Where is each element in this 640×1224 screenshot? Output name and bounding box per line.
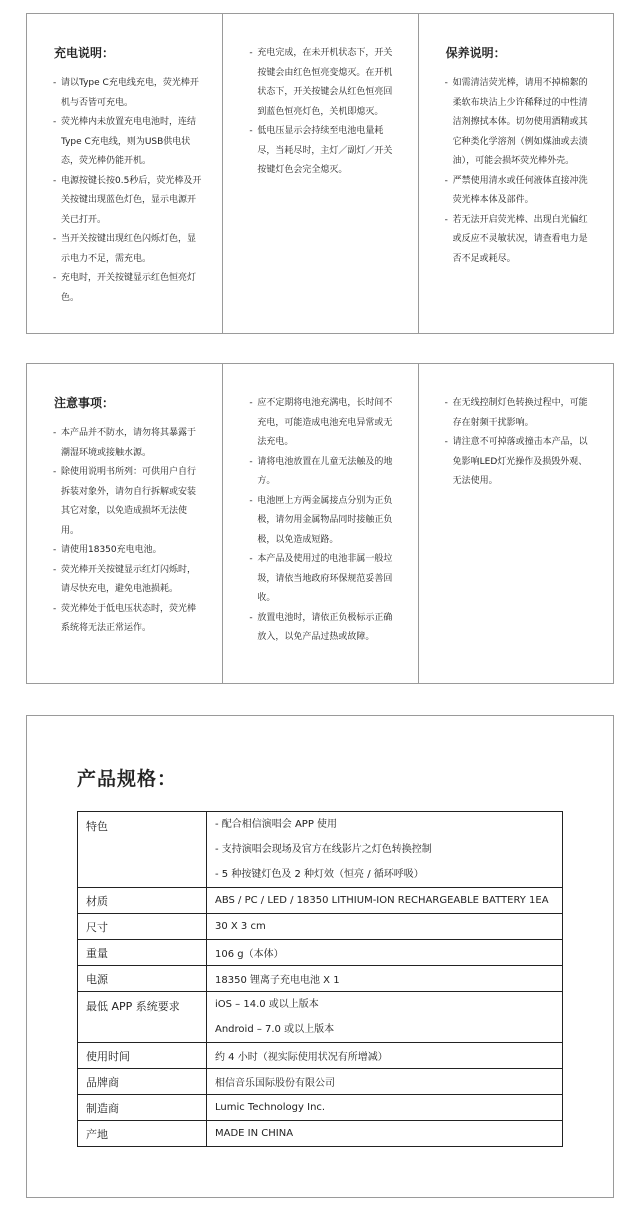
- feature-line: - 支持演唱会现场及官方在线影片之灯色转换控制: [215, 844, 432, 855]
- table-row: [78, 966, 563, 992]
- table-row: [78, 888, 563, 914]
- spec-key: 重量: [78, 940, 207, 966]
- table-row: [78, 1043, 563, 1069]
- charging-column-2: [222, 14, 417, 333]
- spec-value: [207, 812, 563, 888]
- spec-value: Lumic Technology Inc.: [207, 1095, 563, 1121]
- spec-key: 制造商: [78, 1095, 207, 1121]
- list-item: - 电源按键长按0.5秒后，荧光棒及开关按键出现蓝色灯色，显示电源开关已打开。: [53, 172, 204, 231]
- charging-list-2: [249, 44, 399, 181]
- spec-key: 电源: [78, 966, 207, 992]
- spec-value: 18350 锂离子充电电池 X 1: [207, 966, 563, 992]
- notes-title: 注意事项：: [54, 396, 115, 410]
- list-item: - 本产品及使用过的电池非属一般垃圾，请依当地政府环保规范妥善回收。: [249, 550, 399, 609]
- list-item: - 当开关按键出现红色闪烁灯色，显示电力不足，需充电。: [53, 230, 204, 269]
- spec-value: 相信音乐国际股份有限公司: [207, 1069, 563, 1095]
- app-android-line: Android – 7.0 或以上版本: [215, 1024, 335, 1035]
- list-item: - 请注意不可掉落或撞击本产品，以免影响LED灯光操作及损毁外观、无法使用。: [445, 433, 595, 492]
- list-item: - 请使用18350充电电池。: [53, 541, 204, 561]
- table-row: [78, 1095, 563, 1121]
- table-row: [78, 992, 563, 1043]
- spec-value: MADE IN CHINA: [207, 1121, 563, 1147]
- table-row: [78, 914, 563, 940]
- list-item: - 在无线控制灯色转换过程中，可能存在射频干扰影响。: [445, 394, 595, 433]
- spec-title: 产品规格：: [77, 768, 178, 790]
- notes-list-3: [445, 394, 595, 492]
- list-item: - 如需清洁荧光棒，请用不掉棉絮的柔软布块沾上少许稀释过的中性清洁剂擦拭本体。切勿使用酒精或其它种类化学溶剂（例如煤油或去渍油），可能会损坏荧光棒外壳。: [445, 74, 595, 172]
- list-item: - 放置电池时，请依正负极标示正确放入，以免产品过热或故障。: [249, 609, 399, 648]
- notes-column-3: [418, 364, 613, 683]
- spec-panel: [26, 715, 614, 1198]
- spec-key: 最低 APP 系统要求: [78, 992, 207, 1043]
- notes-column-1: [27, 364, 222, 683]
- maintenance-list: [445, 74, 595, 269]
- list-item: - 请将电池放置在儿童无法触及的地方。: [249, 453, 399, 492]
- feature-line: - 5 种按键灯色及 2 种灯效（恒亮 / 循环呼吸）: [215, 869, 424, 880]
- notes-column-2: [222, 364, 417, 683]
- list-item: - 充电完成，在未开机状态下，开关按键会由红色恒亮变熄灭。在开机状态下，开关按键会从红色恒亮回到蓝色恒亮灯色，关机即熄灭。: [249, 44, 399, 122]
- spec-key: 尺寸: [78, 914, 207, 940]
- list-item: - 除使用说明书所列：可供用户自行拆装对象外，请勿自行拆解或安装其它对象，以免造成损坏无法使用。: [53, 463, 204, 541]
- list-item: - 电池匣上方两金属接点分别为正负极，请勿用金属物品同时接触正负极，以免造成短路。: [249, 492, 399, 551]
- charging-column-1: [27, 14, 222, 333]
- feature-line: - 配合相信演唱会 APP 使用: [215, 819, 338, 830]
- notes-panel: [26, 363, 614, 684]
- list-item: - 应不定期将电池充满电，长时间不充电，可能造成电池充电异常或无法充电。: [249, 394, 399, 453]
- table-row: [78, 812, 563, 888]
- spec-value: ABS / PC / LED / 18350 LITHIUM-ION RECHARGEABLE BATTERY 1EA: [207, 888, 563, 914]
- notes-list-2: [249, 394, 399, 648]
- app-ios-line: iOS – 14.0 或以上版本: [215, 999, 319, 1010]
- table-row: [78, 940, 563, 966]
- charging-maintenance-panel: [26, 13, 614, 334]
- spec-key: 产地: [78, 1121, 207, 1147]
- notes-list-1: [53, 424, 204, 639]
- list-item: - 荧光棒内未放置充电电池时，连结Type C充电线，则为USB供电状态，荧光棒仍能开机。: [53, 113, 204, 172]
- spec-key: 材质: [78, 888, 207, 914]
- list-item: - 荧光棒开关按键显示红灯闪烁时，请尽快充电，避免电池损耗。: [53, 561, 204, 600]
- list-item: - 严禁使用清水或任何液体直接冲洗荧光棒本体及部件。: [445, 172, 595, 211]
- table-row: [78, 1121, 563, 1147]
- charging-title: 充电说明：: [54, 46, 115, 60]
- maintenance-title: 保养说明：: [445, 46, 506, 60]
- spec-value: 约 4 小时（视实际使用状况有所增减）: [207, 1043, 563, 1069]
- list-item: - 请以Type C充电线充电，荧光棒开机与否皆可充电。: [53, 74, 204, 113]
- list-item: - 低电压显示会持续至电池电量耗尽，当耗尽时，主灯／副灯／开关按键灯色会完全熄灭。: [249, 122, 399, 181]
- list-item: - 本产品并不防水，请勿将其暴露于潮湿环境或接触水源。: [53, 424, 204, 463]
- spec-value: 106 g（本体）: [207, 940, 563, 966]
- spec-table: [77, 811, 563, 1147]
- list-item: - 荧光棒处于低电压状态时，荧光棒系统将无法正常运作。: [53, 600, 204, 639]
- spec-value: [207, 992, 563, 1043]
- spec-key: 特色: [78, 812, 207, 888]
- charging-list-1: [53, 74, 204, 308]
- list-item: - 充电时，开关按键显示红色恒亮灯色。: [53, 269, 204, 308]
- spec-value: 30 X 3 cm: [207, 914, 563, 940]
- spec-key: 使用时间: [78, 1043, 207, 1069]
- maintenance-column: [418, 14, 613, 333]
- table-row: [78, 1069, 563, 1095]
- spec-key: 品牌商: [78, 1069, 207, 1095]
- list-item: - 若无法开启荧光棒、出现白光偏红或反应不灵敏状况，请查看电力是否不足或耗尽。: [445, 211, 595, 270]
